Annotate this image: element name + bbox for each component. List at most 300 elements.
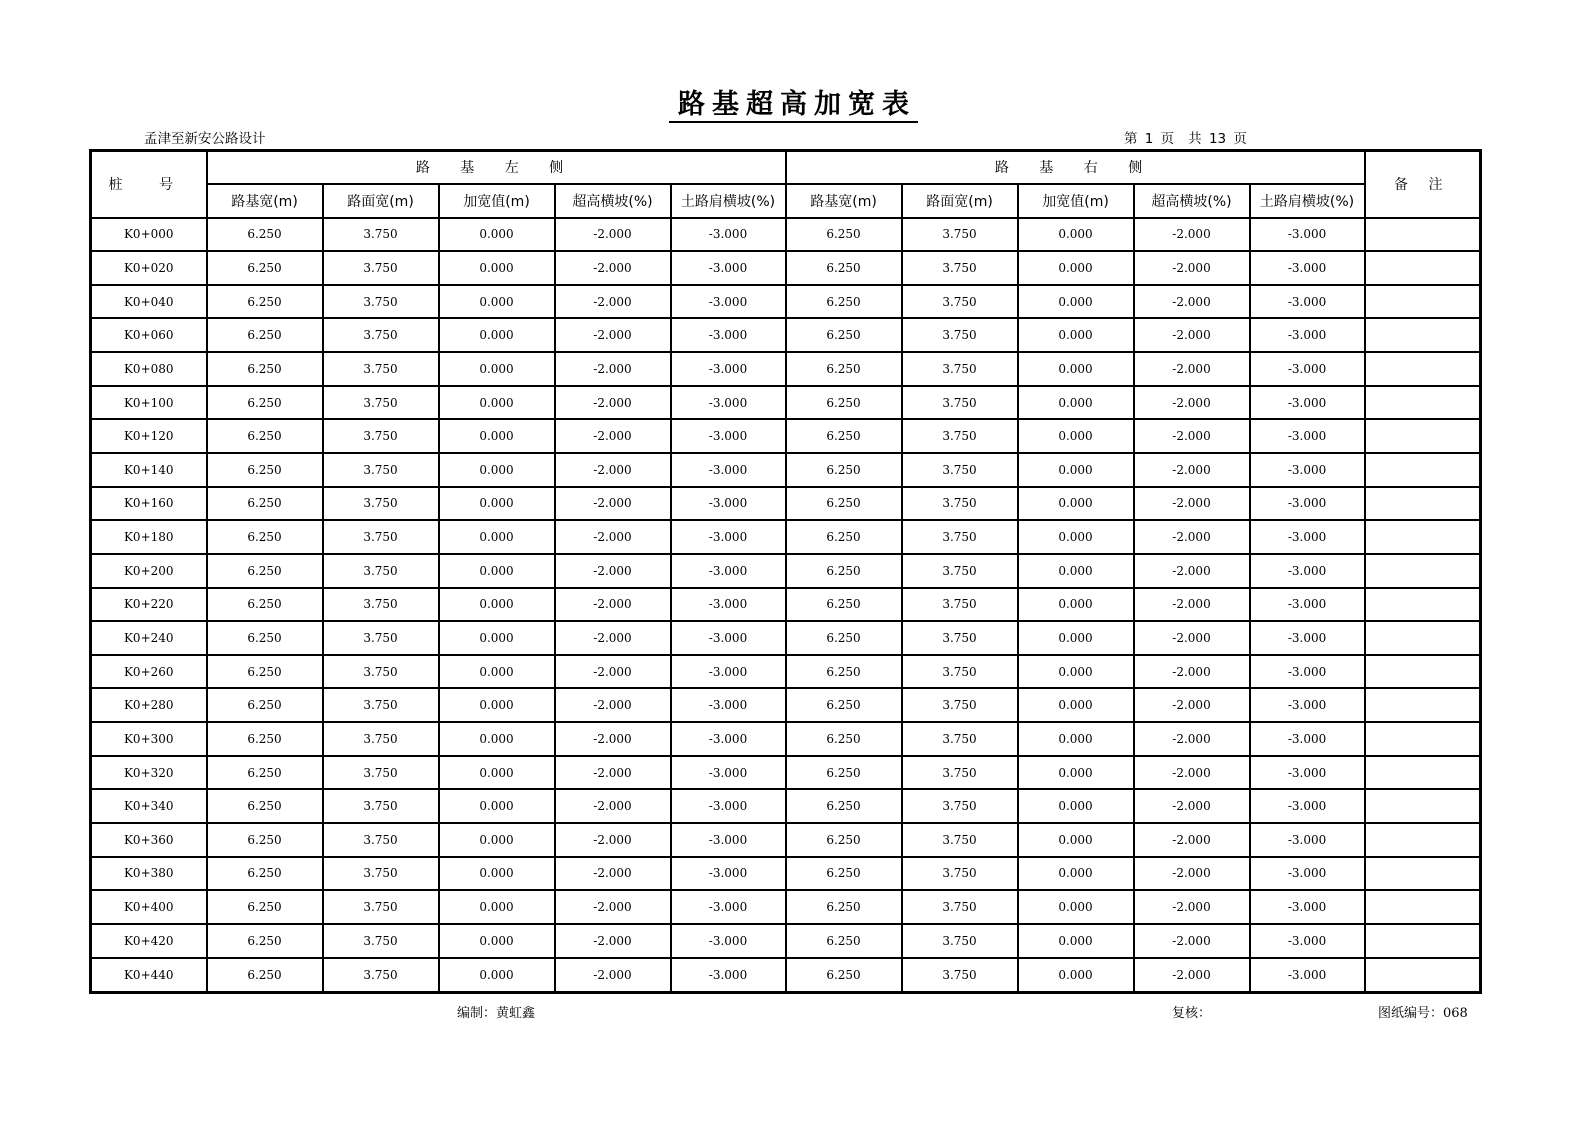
right-col-header: 路基宽(m) bbox=[786, 184, 902, 218]
value-cell: 3.750 bbox=[902, 554, 1018, 588]
table-body bbox=[91, 218, 1481, 993]
value-cell: 0.000 bbox=[439, 251, 555, 285]
note-cell bbox=[1365, 655, 1481, 689]
table-row bbox=[91, 218, 1481, 252]
value-cell: -2.000 bbox=[555, 621, 671, 655]
value-cell: -2.000 bbox=[1134, 789, 1250, 823]
value-cell: 0.000 bbox=[1018, 352, 1134, 386]
value-cell: -3.000 bbox=[671, 756, 786, 790]
value-cell: 6.250 bbox=[207, 520, 323, 554]
value-cell: 0.000 bbox=[439, 789, 555, 823]
value-cell: -3.000 bbox=[671, 823, 786, 857]
value-cell: 0.000 bbox=[1018, 453, 1134, 487]
value-cell: -2.000 bbox=[555, 588, 671, 622]
value-cell: 3.750 bbox=[902, 823, 1018, 857]
value-cell: -2.000 bbox=[555, 453, 671, 487]
value-cell: 3.750 bbox=[902, 386, 1018, 420]
stake-cell: K0+280 bbox=[91, 688, 207, 722]
value-cell: 6.250 bbox=[207, 756, 323, 790]
note-cell bbox=[1365, 386, 1481, 420]
value-cell: 3.750 bbox=[323, 251, 439, 285]
value-cell: 3.750 bbox=[323, 285, 439, 319]
right-col-header: 加宽值(m) bbox=[1018, 184, 1134, 218]
value-cell: 6.250 bbox=[207, 958, 323, 993]
left-col-header: 超高横坡(%) bbox=[555, 184, 671, 218]
value-cell: 0.000 bbox=[439, 218, 555, 252]
value-cell: -2.000 bbox=[555, 218, 671, 252]
value-cell: 3.750 bbox=[902, 419, 1018, 453]
value-cell: 0.000 bbox=[439, 756, 555, 790]
table-row bbox=[91, 554, 1481, 588]
value-cell: -3.000 bbox=[671, 352, 786, 386]
value-cell: -3.000 bbox=[671, 722, 786, 756]
value-cell: 6.250 bbox=[207, 655, 323, 689]
value-cell: -3.000 bbox=[1250, 419, 1365, 453]
value-cell: -3.000 bbox=[671, 789, 786, 823]
value-cell: 6.250 bbox=[786, 958, 902, 993]
page-number: 第 1 页 bbox=[1124, 131, 1175, 147]
value-cell: 0.000 bbox=[439, 722, 555, 756]
left-col-header: 路面宽(m) bbox=[323, 184, 439, 218]
stake-cell: K0+160 bbox=[91, 487, 207, 521]
value-cell: 3.750 bbox=[902, 722, 1018, 756]
table-row bbox=[91, 621, 1481, 655]
value-cell: -3.000 bbox=[1250, 823, 1365, 857]
value-cell: 0.000 bbox=[1018, 386, 1134, 420]
value-cell: -3.000 bbox=[671, 453, 786, 487]
value-cell: -3.000 bbox=[1250, 789, 1365, 823]
value-cell: 3.750 bbox=[323, 386, 439, 420]
value-cell: 0.000 bbox=[439, 386, 555, 420]
value-cell: -3.000 bbox=[1250, 924, 1365, 958]
note-cell bbox=[1365, 722, 1481, 756]
stake-cell: K0+360 bbox=[91, 823, 207, 857]
stake-cell: K0+440 bbox=[91, 958, 207, 993]
document-title bbox=[0, 82, 1587, 121]
value-cell: 6.250 bbox=[786, 789, 902, 823]
table-row bbox=[91, 419, 1481, 453]
value-cell: 3.750 bbox=[902, 789, 1018, 823]
value-cell: 3.750 bbox=[902, 588, 1018, 622]
value-cell: 6.250 bbox=[786, 890, 902, 924]
value-cell: 3.750 bbox=[902, 520, 1018, 554]
value-cell: -2.000 bbox=[555, 722, 671, 756]
value-cell: -2.000 bbox=[555, 318, 671, 352]
left-group-header: 路 基 左 侧 bbox=[207, 151, 786, 184]
value-cell: 0.000 bbox=[439, 352, 555, 386]
value-cell: 6.250 bbox=[207, 688, 323, 722]
value-cell: 0.000 bbox=[439, 688, 555, 722]
value-cell: 0.000 bbox=[1018, 655, 1134, 689]
value-cell: -2.000 bbox=[1134, 857, 1250, 891]
value-cell: 0.000 bbox=[1018, 251, 1134, 285]
value-cell: -2.000 bbox=[555, 352, 671, 386]
note-cell bbox=[1365, 285, 1481, 319]
value-cell: 0.000 bbox=[1018, 722, 1134, 756]
value-cell: 6.250 bbox=[786, 419, 902, 453]
left-col-header: 土路肩横坡(%) bbox=[671, 184, 786, 218]
value-cell: 3.750 bbox=[902, 655, 1018, 689]
left-col-header: 加宽值(m) bbox=[439, 184, 555, 218]
value-cell: -3.000 bbox=[671, 419, 786, 453]
table-row bbox=[91, 688, 1481, 722]
value-cell: -2.000 bbox=[1134, 890, 1250, 924]
value-cell: -2.000 bbox=[1134, 823, 1250, 857]
value-cell: 0.000 bbox=[439, 285, 555, 319]
value-cell: -3.000 bbox=[1250, 655, 1365, 689]
value-cell: 6.250 bbox=[207, 857, 323, 891]
value-cell: 0.000 bbox=[1018, 588, 1134, 622]
value-cell: 0.000 bbox=[1018, 924, 1134, 958]
value-cell: -2.000 bbox=[555, 958, 671, 993]
value-cell: 6.250 bbox=[207, 453, 323, 487]
value-cell: 0.000 bbox=[1018, 621, 1134, 655]
stake-cell: K0+060 bbox=[91, 318, 207, 352]
stake-cell: K0+000 bbox=[91, 218, 207, 252]
table-row bbox=[91, 285, 1481, 319]
value-cell: 6.250 bbox=[207, 251, 323, 285]
value-cell: 0.000 bbox=[1018, 857, 1134, 891]
value-cell: 0.000 bbox=[439, 857, 555, 891]
value-cell: 3.750 bbox=[902, 890, 1018, 924]
value-cell: 3.750 bbox=[902, 958, 1018, 993]
stake-cell: K0+260 bbox=[91, 655, 207, 689]
table-row bbox=[91, 318, 1481, 352]
value-cell: -3.000 bbox=[1250, 958, 1365, 993]
stake-cell: K0+300 bbox=[91, 722, 207, 756]
value-cell: 6.250 bbox=[786, 487, 902, 521]
value-cell: 0.000 bbox=[1018, 756, 1134, 790]
value-cell: 3.750 bbox=[323, 318, 439, 352]
stake-cell: K0+140 bbox=[91, 453, 207, 487]
note-cell bbox=[1365, 453, 1481, 487]
page-indicator bbox=[1124, 127, 1247, 147]
note-cell bbox=[1365, 958, 1481, 993]
value-cell: -3.000 bbox=[671, 621, 786, 655]
value-cell: 6.250 bbox=[786, 352, 902, 386]
value-cell: -2.000 bbox=[1134, 621, 1250, 655]
value-cell: 6.250 bbox=[786, 688, 902, 722]
table-row bbox=[91, 520, 1481, 554]
stake-cell: K0+420 bbox=[91, 924, 207, 958]
value-cell: 6.250 bbox=[207, 318, 323, 352]
value-cell: -3.000 bbox=[1250, 352, 1365, 386]
value-cell: 0.000 bbox=[1018, 554, 1134, 588]
value-cell: -3.000 bbox=[1250, 218, 1365, 252]
compiled-by: 编制：黄虹鑫 bbox=[457, 1006, 536, 1021]
value-cell: 0.000 bbox=[439, 453, 555, 487]
table-row bbox=[91, 487, 1481, 521]
note-cell bbox=[1365, 789, 1481, 823]
value-cell: 0.000 bbox=[439, 621, 555, 655]
stake-cell: K0+120 bbox=[91, 419, 207, 453]
value-cell: 0.000 bbox=[439, 823, 555, 857]
value-cell: -3.000 bbox=[671, 924, 786, 958]
right-group-header: 路 基 右 侧 bbox=[786, 151, 1365, 184]
value-cell: 6.250 bbox=[207, 487, 323, 521]
value-cell: -2.000 bbox=[555, 655, 671, 689]
value-cell: -2.000 bbox=[555, 419, 671, 453]
stake-cell: K0+340 bbox=[91, 789, 207, 823]
value-cell: 6.250 bbox=[786, 285, 902, 319]
value-cell: -2.000 bbox=[555, 251, 671, 285]
value-cell: 3.750 bbox=[902, 218, 1018, 252]
value-cell: 0.000 bbox=[1018, 520, 1134, 554]
value-cell: -3.000 bbox=[671, 890, 786, 924]
table-row bbox=[91, 251, 1481, 285]
value-cell: -2.000 bbox=[1134, 688, 1250, 722]
value-cell: -3.000 bbox=[1250, 285, 1365, 319]
value-cell: 6.250 bbox=[786, 318, 902, 352]
value-cell: -3.000 bbox=[671, 386, 786, 420]
note-cell bbox=[1365, 588, 1481, 622]
value-cell: 3.750 bbox=[323, 588, 439, 622]
value-cell: -3.000 bbox=[1250, 520, 1365, 554]
stake-cell: K0+080 bbox=[91, 352, 207, 386]
value-cell: -3.000 bbox=[671, 218, 786, 252]
value-cell: -2.000 bbox=[555, 756, 671, 790]
value-cell: -2.000 bbox=[555, 924, 671, 958]
value-cell: 0.000 bbox=[1018, 487, 1134, 521]
value-cell: 3.750 bbox=[323, 958, 439, 993]
value-cell: 0.000 bbox=[439, 554, 555, 588]
value-cell: 3.750 bbox=[323, 823, 439, 857]
value-cell: -2.000 bbox=[1134, 352, 1250, 386]
note-cell bbox=[1365, 419, 1481, 453]
value-cell: 0.000 bbox=[1018, 419, 1134, 453]
value-cell: 0.000 bbox=[1018, 688, 1134, 722]
value-cell: 3.750 bbox=[323, 924, 439, 958]
value-cell: 6.250 bbox=[786, 218, 902, 252]
value-cell: 3.750 bbox=[902, 857, 1018, 891]
value-cell: -2.000 bbox=[1134, 756, 1250, 790]
value-cell: 6.250 bbox=[786, 857, 902, 891]
value-cell: -2.000 bbox=[1134, 588, 1250, 622]
note-cell bbox=[1365, 218, 1481, 252]
stake-cell: K0+320 bbox=[91, 756, 207, 790]
stake-cell: K0+180 bbox=[91, 520, 207, 554]
table-row bbox=[91, 789, 1481, 823]
value-cell: 0.000 bbox=[1018, 318, 1134, 352]
note-header: 备 注 bbox=[1365, 151, 1481, 218]
value-cell: 3.750 bbox=[902, 285, 1018, 319]
right-col-header: 超高横坡(%) bbox=[1134, 184, 1250, 218]
right-col-header: 土路肩横坡(%) bbox=[1250, 184, 1365, 218]
value-cell: -2.000 bbox=[1134, 958, 1250, 993]
value-cell: -3.000 bbox=[671, 251, 786, 285]
stake-cell: K0+400 bbox=[91, 890, 207, 924]
value-cell: 6.250 bbox=[786, 823, 902, 857]
value-cell: -2.000 bbox=[1134, 924, 1250, 958]
value-cell: 6.250 bbox=[207, 218, 323, 252]
value-cell: 0.000 bbox=[439, 890, 555, 924]
value-cell: 6.250 bbox=[786, 554, 902, 588]
value-cell: 0.000 bbox=[1018, 958, 1134, 993]
table-header bbox=[91, 151, 1481, 218]
value-cell: 0.000 bbox=[1018, 218, 1134, 252]
value-cell: 0.000 bbox=[1018, 285, 1134, 319]
value-cell: 3.750 bbox=[902, 756, 1018, 790]
value-cell: -2.000 bbox=[555, 520, 671, 554]
table-row bbox=[91, 453, 1481, 487]
table-row bbox=[91, 857, 1481, 891]
note-cell bbox=[1365, 857, 1481, 891]
value-cell: 6.250 bbox=[786, 655, 902, 689]
value-cell: -2.000 bbox=[1134, 722, 1250, 756]
value-cell: 3.750 bbox=[323, 352, 439, 386]
stake-cell: K0+220 bbox=[91, 588, 207, 622]
value-cell: -2.000 bbox=[555, 386, 671, 420]
value-cell: 6.250 bbox=[786, 924, 902, 958]
value-cell: -3.000 bbox=[1250, 722, 1365, 756]
value-cell: -2.000 bbox=[555, 789, 671, 823]
value-cell: 0.000 bbox=[439, 487, 555, 521]
table-row bbox=[91, 352, 1481, 386]
value-cell: 3.750 bbox=[323, 453, 439, 487]
value-cell: -2.000 bbox=[555, 688, 671, 722]
value-cell: 0.000 bbox=[1018, 890, 1134, 924]
value-cell: -3.000 bbox=[1250, 487, 1365, 521]
stake-cell: K0+200 bbox=[91, 554, 207, 588]
value-cell: 6.250 bbox=[207, 352, 323, 386]
value-cell: 3.750 bbox=[902, 251, 1018, 285]
note-cell bbox=[1365, 318, 1481, 352]
value-cell: 3.750 bbox=[902, 453, 1018, 487]
table-row bbox=[91, 823, 1481, 857]
note-cell bbox=[1365, 621, 1481, 655]
note-cell bbox=[1365, 251, 1481, 285]
value-cell: 3.750 bbox=[323, 621, 439, 655]
note-cell bbox=[1365, 890, 1481, 924]
table-row bbox=[91, 588, 1481, 622]
left-col-header: 路基宽(m) bbox=[207, 184, 323, 218]
value-cell: -3.000 bbox=[671, 487, 786, 521]
value-cell: 6.250 bbox=[207, 588, 323, 622]
value-cell: 3.750 bbox=[902, 487, 1018, 521]
note-cell bbox=[1365, 924, 1481, 958]
value-cell: -2.000 bbox=[1134, 655, 1250, 689]
stake-cell: K0+040 bbox=[91, 285, 207, 319]
value-cell: -3.000 bbox=[671, 857, 786, 891]
value-cell: 6.250 bbox=[786, 756, 902, 790]
value-cell: 6.250 bbox=[207, 621, 323, 655]
value-cell: 6.250 bbox=[207, 285, 323, 319]
value-cell: -2.000 bbox=[1134, 520, 1250, 554]
table-row bbox=[91, 958, 1481, 993]
value-cell: 3.750 bbox=[323, 688, 439, 722]
value-cell: 3.750 bbox=[323, 419, 439, 453]
value-cell: 6.250 bbox=[786, 722, 902, 756]
value-cell: 0.000 bbox=[1018, 789, 1134, 823]
value-cell: 6.250 bbox=[207, 823, 323, 857]
table-row bbox=[91, 722, 1481, 756]
value-cell: -3.000 bbox=[671, 285, 786, 319]
value-cell: 6.250 bbox=[207, 419, 323, 453]
value-cell: -2.000 bbox=[555, 857, 671, 891]
value-cell: 6.250 bbox=[207, 386, 323, 420]
value-cell: 0.000 bbox=[1018, 823, 1134, 857]
stake-cell: K0+020 bbox=[91, 251, 207, 285]
value-cell: -3.000 bbox=[1250, 621, 1365, 655]
value-cell: 6.250 bbox=[786, 251, 902, 285]
project-name: 孟津至新安公路设计 bbox=[144, 131, 266, 147]
value-cell: -2.000 bbox=[1134, 386, 1250, 420]
value-cell: -3.000 bbox=[1250, 688, 1365, 722]
value-cell: -2.000 bbox=[1134, 487, 1250, 521]
value-cell: -2.000 bbox=[555, 554, 671, 588]
value-cell: -3.000 bbox=[1250, 857, 1365, 891]
reviewed-by: 复核： bbox=[1172, 1006, 1212, 1021]
value-cell: -3.000 bbox=[1250, 386, 1365, 420]
value-cell: 6.250 bbox=[207, 924, 323, 958]
value-cell: 0.000 bbox=[439, 924, 555, 958]
note-cell bbox=[1365, 823, 1481, 857]
note-cell bbox=[1365, 352, 1481, 386]
value-cell: -3.000 bbox=[1250, 251, 1365, 285]
value-cell: 3.750 bbox=[902, 924, 1018, 958]
note-cell bbox=[1365, 554, 1481, 588]
value-cell: 6.250 bbox=[207, 789, 323, 823]
value-cell: 6.250 bbox=[786, 621, 902, 655]
value-cell: 6.250 bbox=[207, 554, 323, 588]
value-cell: 3.750 bbox=[902, 621, 1018, 655]
value-cell: -2.000 bbox=[1134, 218, 1250, 252]
value-cell: -2.000 bbox=[1134, 554, 1250, 588]
table-row bbox=[91, 890, 1481, 924]
drawing-number: 图纸编号：068 bbox=[1378, 1006, 1468, 1021]
stake-cell: K0+240 bbox=[91, 621, 207, 655]
value-cell: 3.750 bbox=[323, 487, 439, 521]
value-cell: -3.000 bbox=[671, 554, 786, 588]
value-cell: 0.000 bbox=[439, 318, 555, 352]
value-cell: -2.000 bbox=[555, 487, 671, 521]
table-row bbox=[91, 924, 1481, 958]
value-cell: 3.750 bbox=[323, 789, 439, 823]
value-cell: 3.750 bbox=[323, 890, 439, 924]
value-cell: -2.000 bbox=[1134, 251, 1250, 285]
document-title-text: 路基超高加宽表 bbox=[669, 89, 918, 123]
value-cell: 3.750 bbox=[902, 318, 1018, 352]
table-row bbox=[91, 386, 1481, 420]
stake-cell: K0+100 bbox=[91, 386, 207, 420]
table-row bbox=[91, 756, 1481, 790]
value-cell: -3.000 bbox=[1250, 318, 1365, 352]
value-cell: 3.750 bbox=[323, 722, 439, 756]
right-col-header: 路面宽(m) bbox=[902, 184, 1018, 218]
note-cell bbox=[1365, 688, 1481, 722]
value-cell: -2.000 bbox=[555, 823, 671, 857]
value-cell: -2.000 bbox=[555, 890, 671, 924]
table-row bbox=[91, 655, 1481, 689]
value-cell: 0.000 bbox=[439, 520, 555, 554]
stake-cell: K0+380 bbox=[91, 857, 207, 891]
note-cell bbox=[1365, 520, 1481, 554]
page-total: 共 13 页 bbox=[1188, 131, 1247, 147]
value-cell: 6.250 bbox=[786, 520, 902, 554]
value-cell: -3.000 bbox=[1250, 554, 1365, 588]
value-cell: 3.750 bbox=[323, 756, 439, 790]
value-cell: -3.000 bbox=[1250, 588, 1365, 622]
value-cell: 6.250 bbox=[786, 386, 902, 420]
value-cell: -3.000 bbox=[1250, 453, 1365, 487]
value-cell: 6.250 bbox=[786, 453, 902, 487]
value-cell: 0.000 bbox=[439, 958, 555, 993]
value-cell: -3.000 bbox=[671, 655, 786, 689]
value-cell: -3.000 bbox=[671, 318, 786, 352]
value-cell: 0.000 bbox=[439, 588, 555, 622]
value-cell: -3.000 bbox=[1250, 756, 1365, 790]
value-cell: -2.000 bbox=[1134, 318, 1250, 352]
